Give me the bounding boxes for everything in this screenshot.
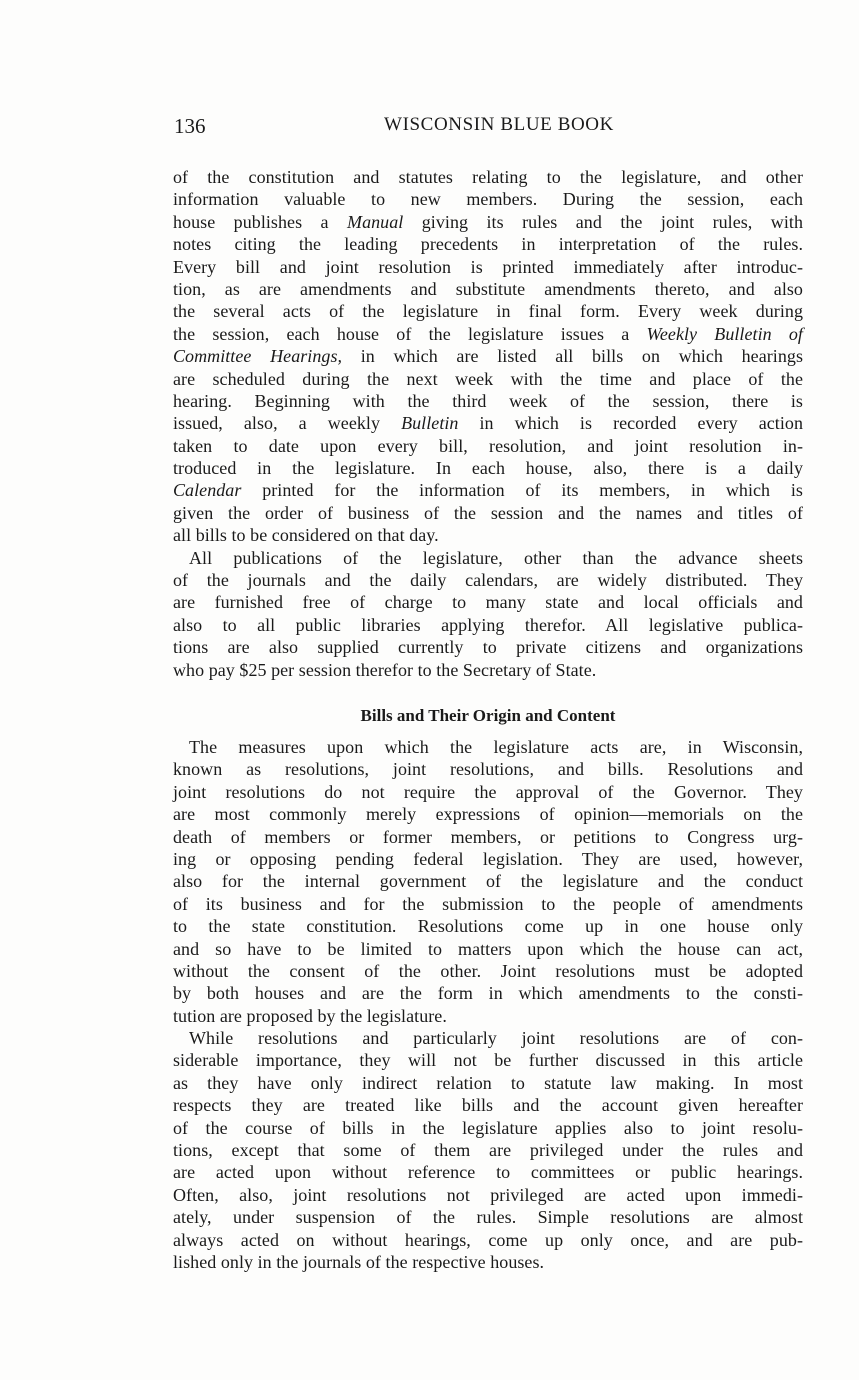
page-number: 136 — [174, 114, 206, 138]
italic-title: Bulletin — [401, 413, 459, 434]
italic-title: Manual — [347, 211, 404, 232]
running-title: WISCONSIN BLUE BOOK — [384, 114, 614, 135]
text-line: tution are proposed by the legislature. — [173, 1005, 447, 1026]
text-line: Every bill and joint resolution is printed immediately after introduc- — [173, 256, 803, 277]
text-line: The measures upon which the legislature acts are, in Wisconsin, — [189, 736, 803, 757]
text-line: are furnished free of charge to many state and local officials and — [173, 592, 803, 613]
text-line: While resolutions and particularly joint resolutions are of con- — [189, 1028, 803, 1049]
text-line: taken to date upon every bill, resolution, and joint resolution in- — [173, 435, 803, 456]
text-line: lished only in the journals of the respective houses. — [173, 1251, 545, 1272]
text-line: Calendar printed for the information of its members, in which is — [173, 480, 803, 501]
text-line: respects they are treated like bills and the account given hereafter — [173, 1095, 803, 1116]
text-line: ately, under suspension of the rules. Simple resolutions are almost — [173, 1207, 803, 1228]
text-line: also to all public libraries applying therefor. All legislative publica- — [173, 614, 803, 635]
text-line: Committee Hearings, in which are listed all bills on which hearings — [173, 346, 803, 367]
paragraph-continuation — [173, 166, 803, 547]
text-line: notes citing the leading precedents in interpretation of the rules. — [173, 234, 803, 255]
text-line: of its business and for the submission to the people of amendments — [173, 893, 803, 914]
text-line: always acted on without hearings, come up only once, and are pub- — [173, 1229, 803, 1250]
text-line: the several acts of the legislature in final form. Every week during — [173, 301, 803, 322]
text-line: tion, as are amendments and substitute amendments thereto, and also — [173, 278, 803, 299]
text-line: ing or opposing pending federal legislation. They are used, however, — [173, 848, 803, 869]
page-body — [173, 166, 803, 1273]
text-line: death of members or former members, or petitions to Congress urg- — [173, 826, 803, 847]
text-line: joint resolutions do not require the approval of the Governor. They — [173, 781, 803, 802]
text-line: issued, also, a weekly Bulletin in which is recorded every action — [173, 413, 803, 434]
text-line: hearing. Beginning with the third week of the session, there is — [173, 390, 803, 411]
paragraph-resolutions — [173, 1027, 803, 1273]
text-line: are acted upon without reference to committees or public hearings. — [173, 1162, 803, 1183]
text-line: of the journals and the daily calendars, are widely distributed. They — [173, 570, 803, 591]
italic-title: Committee Hearings, — [173, 346, 343, 367]
text-line: as they have only indirect relation to statute law making. In most — [173, 1072, 803, 1093]
text-line: without the consent of the other. Joint resolutions must be adopted — [173, 960, 803, 981]
italic-title: Calendar — [173, 480, 242, 501]
paragraph-measures — [173, 736, 803, 1027]
text-line: all bills to be considered on that day. — [173, 525, 439, 546]
text-line: troduced in the legislature. In each house, also, there is a daily — [173, 458, 803, 479]
text-line: house publishes a Manual giving its rules and the joint rules, with — [173, 211, 803, 232]
section-heading: Bills and Their Origin and Content — [360, 705, 616, 725]
text-line: and so have to be limited to matters upon which the house can act, — [173, 938, 803, 959]
text-line: tions, except that some of them are privileged under the rules and — [173, 1140, 803, 1161]
text-line: the session, each house of the legislature issues a Weekly Bulletin of — [173, 323, 803, 344]
text-line: Often, also, joint resolutions not privileged are acted upon immedi- — [173, 1184, 803, 1205]
text-line: who pay $25 per session therefor to the Secretary of State. — [173, 659, 597, 680]
text-line: are scheduled during the next week with the time and place of the — [173, 368, 803, 389]
text-line: of the constitution and statutes relating to the legislature, and other — [173, 167, 803, 187]
paragraph-publications — [173, 547, 803, 681]
page-header — [174, 114, 804, 142]
text-line: by both houses and are the form in which amendments to the consti- — [173, 983, 803, 1004]
text-line: given the order of business of the session and the names and titles of — [173, 502, 803, 523]
italic-title: Weekly Bulletin of — [646, 323, 803, 344]
text-line: to the state constitution. Resolutions come up in one house only — [173, 916, 803, 937]
text-line: siderable importance, they will not be further discussed in this article — [173, 1050, 803, 1071]
text-line: tions are also supplied currently to private citizens and organizations — [173, 637, 803, 658]
text-line: of the course of bills in the legislature applies also to joint resolu- — [173, 1117, 803, 1138]
text-line: are most commonly merely expressions of opinion—memorials on the — [173, 804, 803, 825]
text-line: All publications of the legislature, other than the advance sheets — [189, 547, 803, 568]
text-line: information valuable to new members. During the session, each — [173, 189, 803, 210]
text-line: also for the internal government of the legislature and the conduct — [173, 871, 803, 892]
text-line: known as resolutions, joint resolutions, and bills. Resolutions and — [173, 759, 803, 780]
